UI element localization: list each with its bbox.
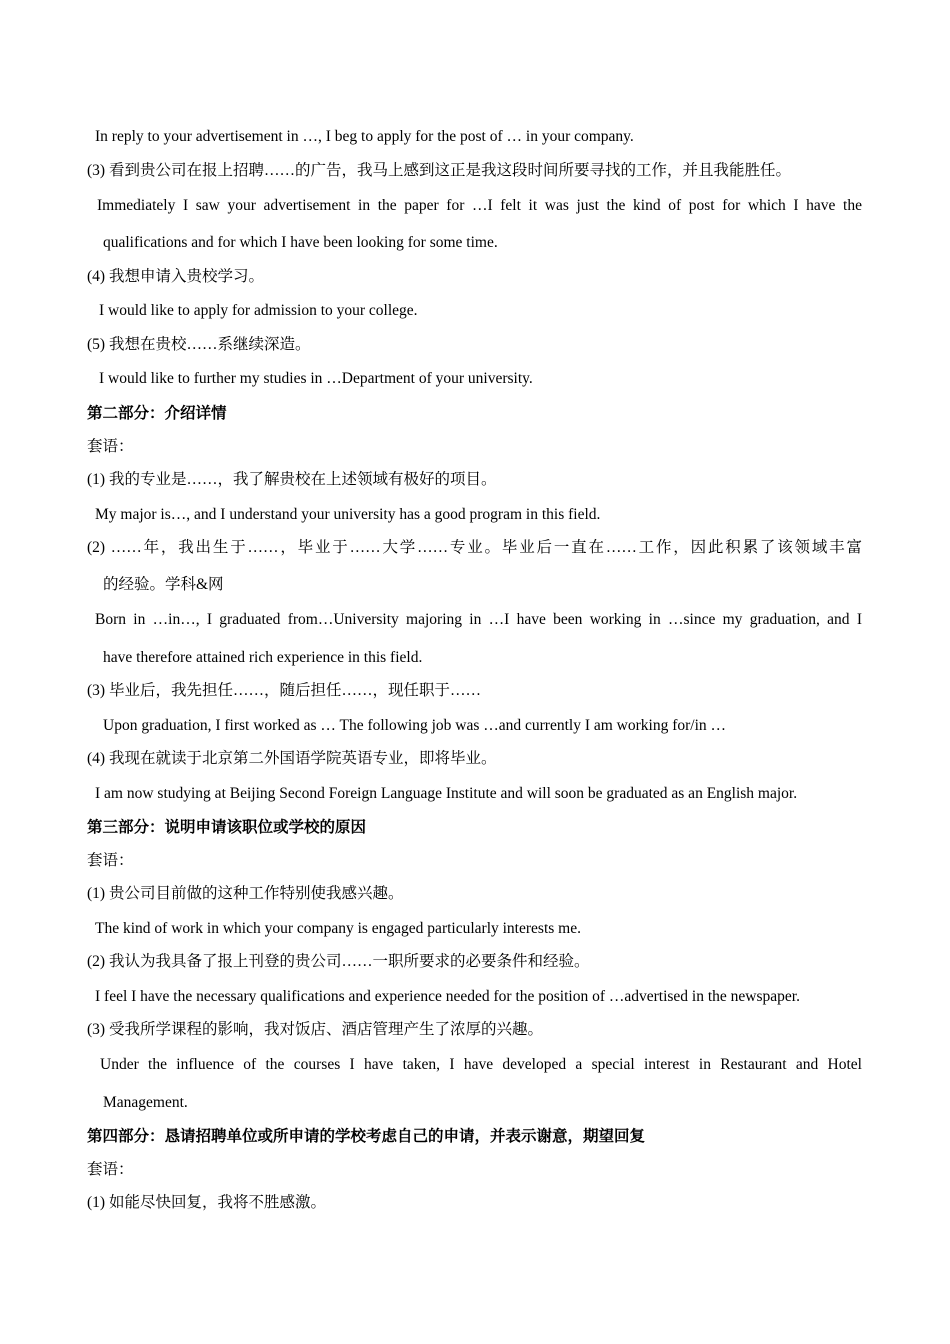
text-line: In reply to your advertisement in …, I beg to apply for the post of … in your company.: [95, 128, 634, 145]
text-line: Under the influence of the courses I have taken, I have developed a special interest in Restaurant and Hotel: [100, 1056, 862, 1073]
text-line: Upon graduation, I first worked as … The following job was …and currently I am working for/in …: [103, 717, 727, 734]
text-line: (4) 我想申请入贵校学习。: [87, 268, 264, 285]
text-line: 套语：: [87, 1161, 134, 1178]
text-line: (3) 毕业后，我先担任……，随后担任……，现任职于……: [87, 682, 481, 699]
text-line: 套语：: [87, 852, 134, 869]
text-line: I feel I have the necessary qualifications and experience needed for the position of …advertised in the newspaper.: [95, 988, 800, 1005]
text-line: (1) 贵公司目前做的这种工作特别使我感兴趣。: [87, 885, 404, 902]
text-line: (3) 受我所学课程的影响，我对饭店、酒店管理产生了浓厚的兴趣。: [87, 1021, 543, 1038]
section-heading: 第四部分：恳请招聘单位或所申请的学校考虑自己的申请，并表示谢意，期望回复: [87, 1128, 646, 1145]
section-heading: 第三部分：说明申请该职位或学校的原因: [87, 819, 367, 836]
text-line: Management.: [103, 1094, 188, 1111]
text-line: My major is…, and I understand your university has a good program in this field.: [95, 506, 601, 523]
text-line: (5) 我想在贵校……系继续深造。: [87, 336, 311, 353]
text-line: 套语：: [87, 438, 134, 455]
text-line: Born in …in…, I graduated from…University majoring in …I have been working in …since my graduation, and I: [95, 611, 862, 628]
text-line: Immediately I saw your advertisement in the paper for …I felt it was just the kind of post for which I have the: [97, 197, 862, 214]
text-line: qualifications and for which I have been looking for some time.: [103, 234, 498, 251]
text-line: I would like to apply for admission to your college.: [99, 302, 418, 319]
text-line: have therefore attained rich experience in this field.: [103, 649, 423, 666]
text-line: (1) 我的专业是……，我了解贵校在上述领域有极好的项目。: [87, 471, 497, 488]
text-line: I am now studying at Beijing Second Foreign Language Institute and will soon be graduated as an English major.: [95, 785, 798, 802]
section-heading: 第二部分：介绍详情: [87, 405, 227, 422]
text-line: (1) 如能尽快回复，我将不胜感激。: [87, 1194, 326, 1211]
text-line: (2) 我认为我具备了报上刊登的贵公司……一职所要求的必要条件和经验。: [87, 953, 590, 970]
text-line: The kind of work in which your company is engaged particularly interests me.: [95, 920, 581, 937]
text-line: (2) ……年，我出生于……，毕业于……大学……专业。毕业后一直在……工作，因此积累了该领域丰富: [87, 539, 862, 556]
text-line: 的经验。学科&网: [103, 576, 224, 593]
text-line: (4) 我现在就读于北京第二外国语学院英语专业，即将毕业。: [87, 750, 497, 767]
text-line: I would like to further my studies in …Department of your university.: [99, 370, 533, 387]
text-line: (3) 看到贵公司在报上招聘……的广告，我马上感到这正是我这段时间所要寻找的工作，并且我能胜任。: [87, 162, 791, 179]
